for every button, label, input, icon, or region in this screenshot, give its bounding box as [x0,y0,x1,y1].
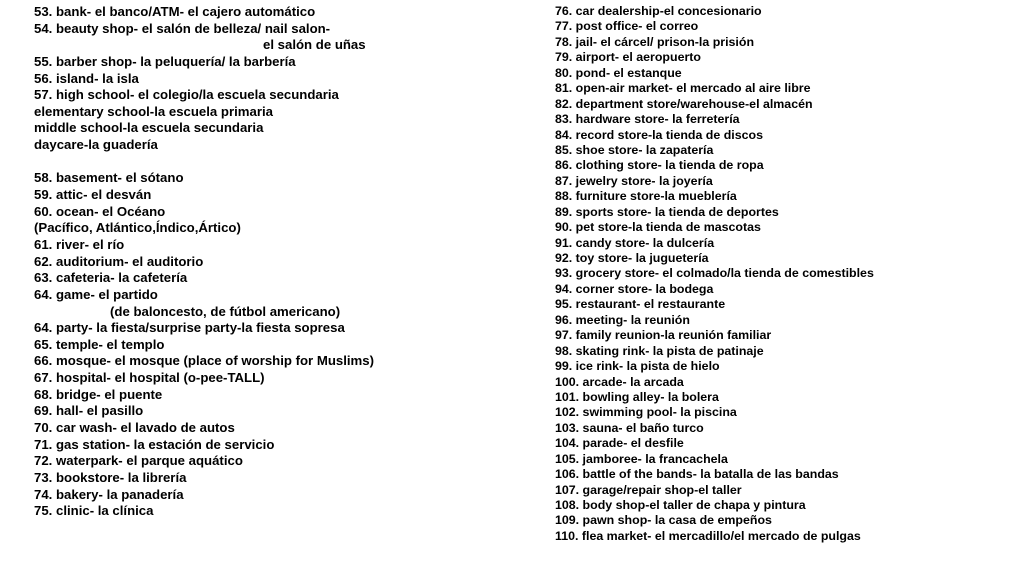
vocab-line: 70. car wash- el lavado de autos [34,420,235,436]
vocab-line: 56. island- la isla [34,70,139,86]
vocab-line: 88. furniture store-la mueblería [555,189,737,204]
vocab-line: 54. beauty shop- el salón de belleza/ nail salon- [34,20,331,36]
vocab-line: elementary school-la escuela primaria [34,103,273,119]
vocab-line: 64. party- la fiesta/surprise party-la fiesta sopresa [34,320,345,336]
vocab-line: 94. corner store- la bodega [555,281,714,296]
vocab-line: 102. swimming pool- la piscina [555,405,737,420]
vocab-line: 92. toy store- la juguetería [555,251,709,265]
vocab-line: 82. department store/warehouse-el almacén [555,96,813,111]
vocab-line: 79. airport- el aeropuerto [555,50,701,65]
vocab-line: 106. battle of the bands- la batalla de las bandas [555,467,839,482]
vocab-line: 67. hospital- el hospital (o-pee-TALL) [34,370,265,386]
vocab-line: 72. waterpark- el parque aquático [34,453,243,469]
vocab-line: 78. jail- el cárcel/ prison-la prisión [555,34,755,49]
vocab-line: 104. parade- el desfile [555,436,684,451]
vocab-line: 62. auditorium- el auditorio [34,253,204,269]
vocab-line: 101. bowling alley- la bolera [555,389,719,404]
vocab-line: 55. barber shop- la peluquería/ la barbería [34,53,296,69]
vocab-line: 83. hardware store- la ferretería [555,112,740,127]
vocab-line: 95. restaurant- el restaurante [555,297,726,312]
vocab-line-continuation: (Pacífico, Atlántico,Índico,Ártico) [34,220,241,236]
vocab-line: 96. meeting- la reunión [555,312,690,327]
vocab-line: 81. open-air market- el mercado al aire libre [555,81,811,96]
vocab-line: 76. car dealership-el concesionario [555,4,762,18]
vocab-line: 58. basement- el sótano [34,170,184,186]
vocab-line: 84. record store-la tienda de discos [555,127,763,142]
vocab-line: 93. grocery store- el colmado/la tienda de comestibles [555,266,874,281]
vocab-line: 100. arcade- la arcada [555,374,684,389]
vocab-line: 86. clothing store- la tienda de ropa [555,158,764,173]
vocab-line: 89. sports store- la tienda de deportes [555,204,779,219]
vocab-line: 90. pet store-la tienda de mascotas [555,220,761,235]
vocab-line: 60. ocean- el Océano [34,203,166,219]
vocab-line: 109. pawn shop- la casa de empeños [555,513,772,528]
vocab-line: 57. high school- el colegio/la escuela secundaria [34,87,339,103]
vocab-line: 71. gas station- la estación de servicio [34,436,275,452]
vocab-line: 80. pond- el estanque [555,65,682,80]
vocab-line: 103. sauna- el baño turco [555,420,704,435]
vocab-line: 110. flea market- el mercadillo/el mercado de pulgas [555,528,861,543]
vocab-line: 105. jamboree- la francachela [555,451,728,466]
left-vocabulary-column [34,4,474,520]
vocab-line: 77. post office- el correo [555,19,699,34]
vocab-line: middle school-la escuela secundaria [34,120,264,136]
vocab-line: 68. bridge- el puente [34,386,163,402]
vocab-line: 85. shoe store- la zapatería [555,142,714,157]
vocab-line: 91. candy store- la dulcería [555,235,715,250]
vocab-line: 98. skating rink- la pista de patinaje [555,343,764,358]
vocab-line: 87. jewelry store- la joyería [555,173,713,188]
vocab-line: daycare-la guadería [34,137,158,153]
blank-line [34,154,474,171]
vocab-line: 61. river- el río [34,236,125,252]
vocab-line: 59. attic- el desván [34,187,152,203]
vocab-line: 73. bookstore- la librería [34,469,187,485]
vocab-line: 75. clinic- la clínica [34,503,154,519]
vocab-line: 65. temple- el templo [34,336,165,352]
right-vocabulary-column [555,4,995,544]
vocab-line: 74. bakery- la panadería [34,486,184,502]
vocab-line-continuation: (de baloncesto, de fútbol americano) [110,303,341,319]
vocab-line: 69. hall- el pasillo [34,403,144,419]
vocab-line: 107. garage/repair shop-el taller [555,482,742,497]
vocab-line: 99. ice rink- la pista de hielo [555,359,720,374]
vocab-line: 53. bank- el banco/ATM- el cajero automático [34,4,316,19]
vocab-line: 64. game- el partido [34,286,158,302]
vocab-line-continuation: el salón de uñas [263,37,366,53]
vocab-line: 63. cafeteria- la cafetería [34,270,188,286]
vocab-line: 97. family reunion-la reunión familiar [555,328,772,343]
vocab-line: 108. body shop-el taller de chapa y pintura [555,498,806,512]
vocab-line: 66. mosque- el mosque (place of worship for Muslims) [34,353,375,369]
